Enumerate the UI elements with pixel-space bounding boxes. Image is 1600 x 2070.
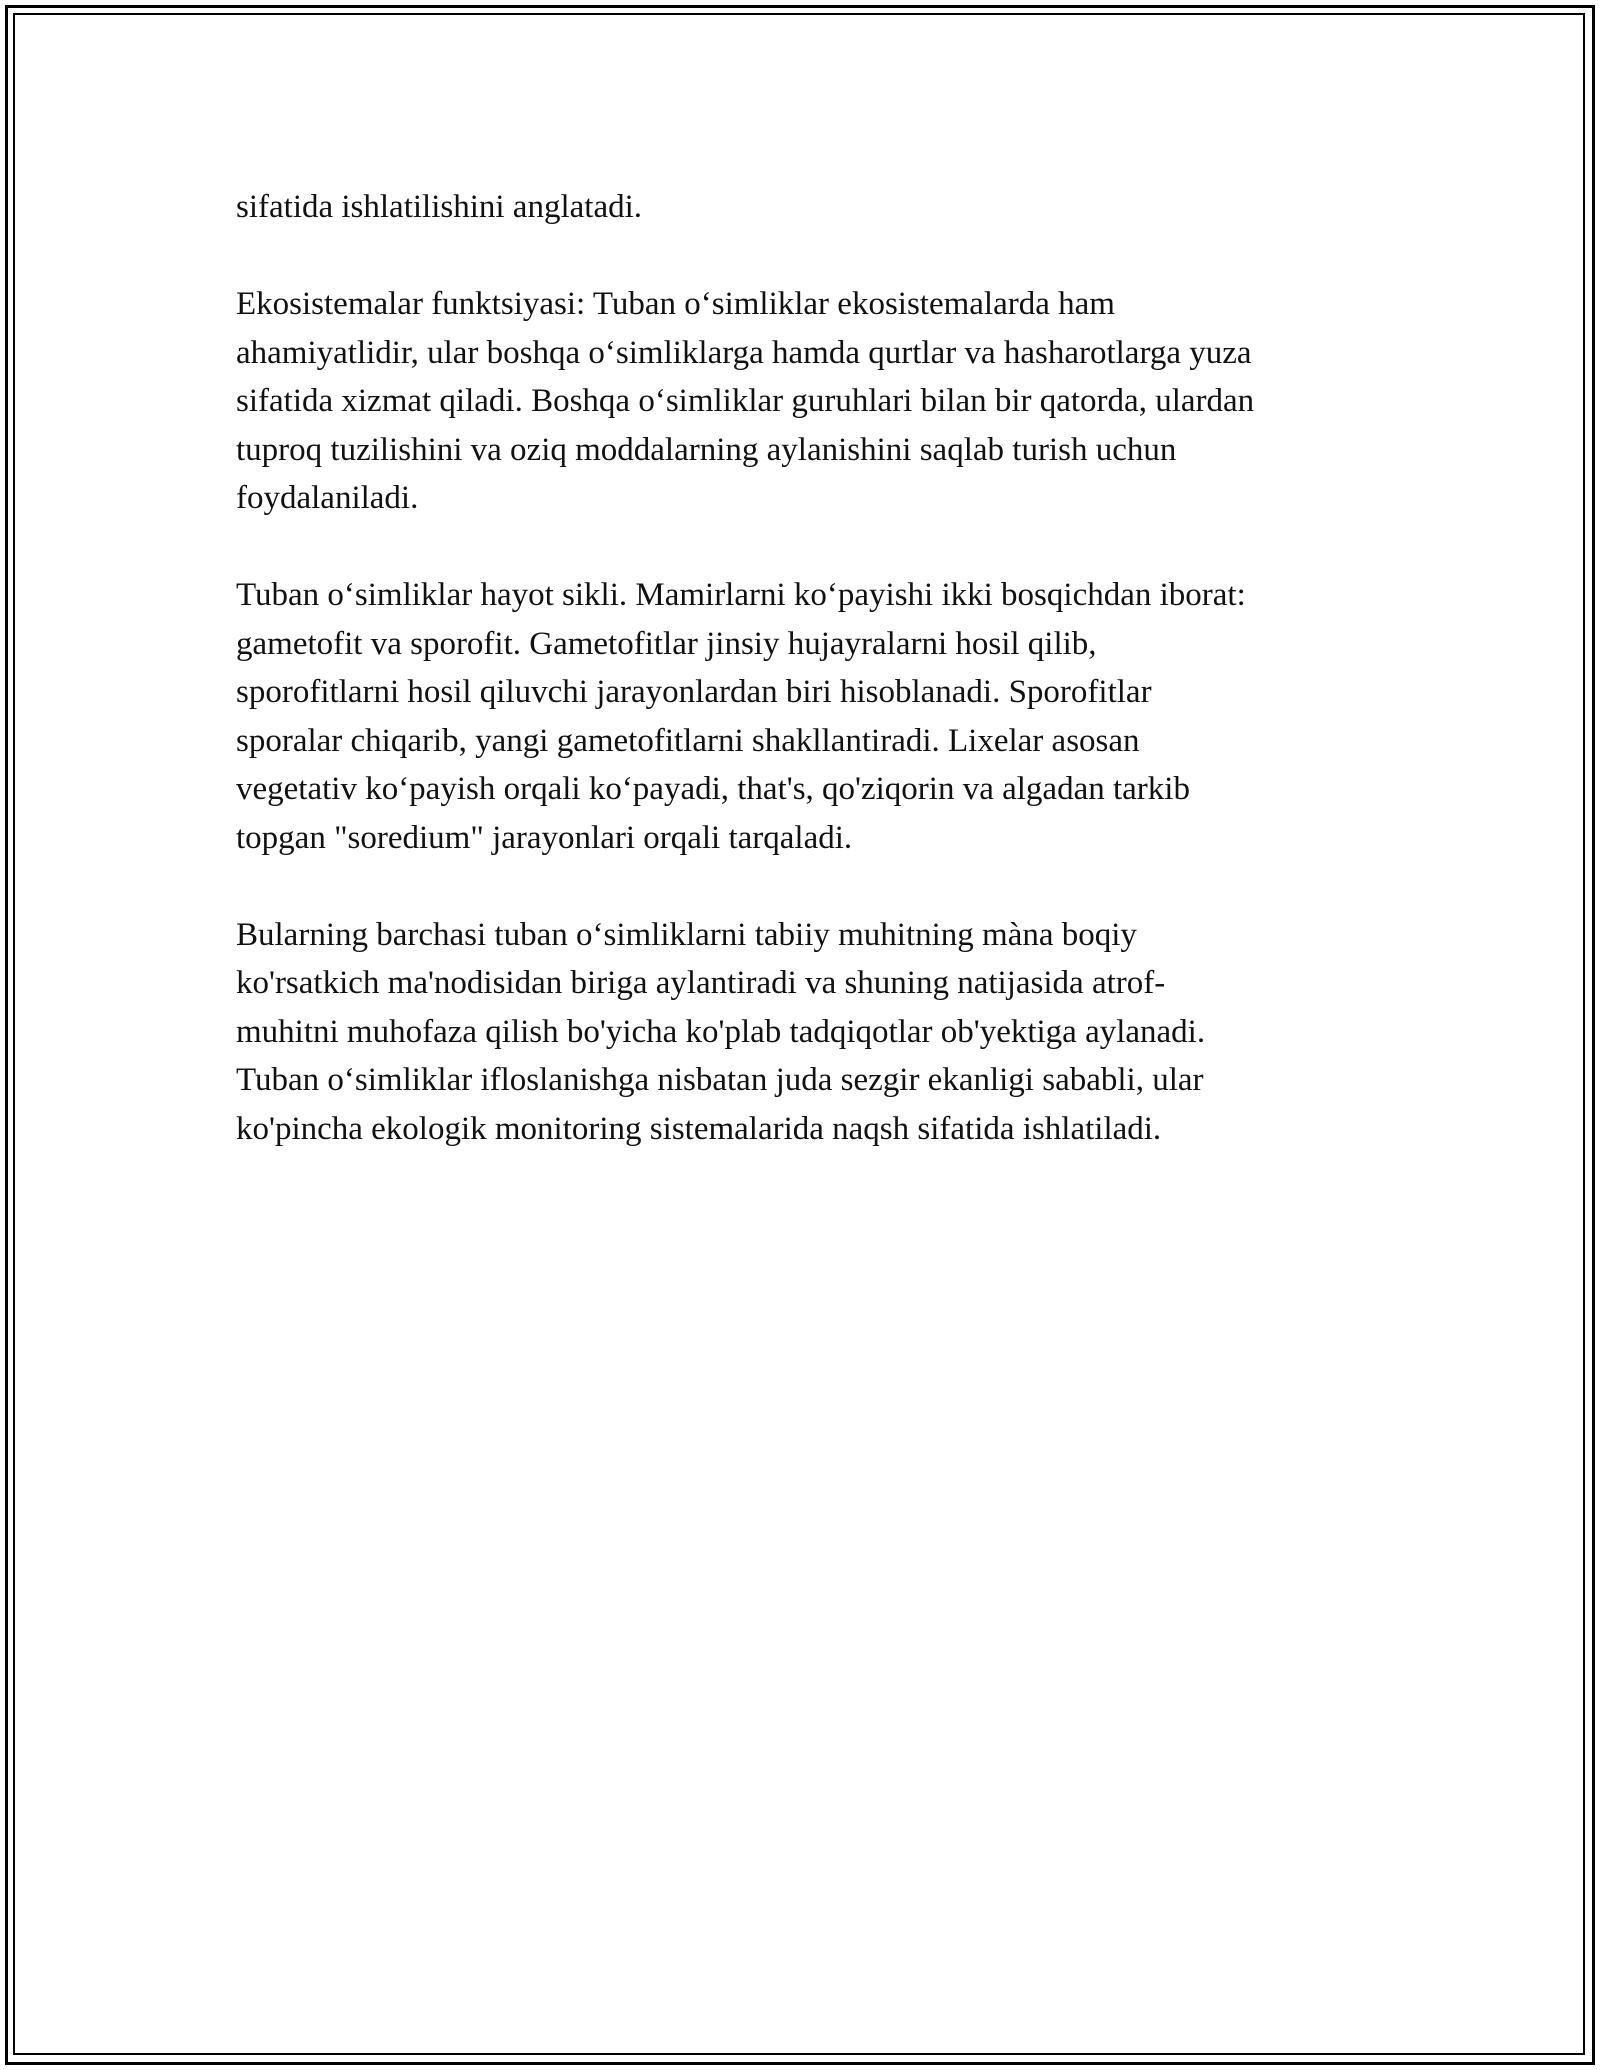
paragraph-conclusion: Bularning barchasi tuban o‘simliklarni tabiiy muhitning màna boqiy ko'rsatkich ma'nodisidan biriga aylantiradi va shuning natijasida atrof- muhitni muhofaza qilish bo'yicha ko'plab tadqiqotlar ob'yektiga aylanadi. Tuban o‘simliklar ifloslanishga nisbatan juda sezgir ekanligi sababli, ular ko'pincha ekologik monitoring sistemalarida naqsh sifatida ishlatiladi. [236,916,1206,1147]
paragraph-continuation: sifatida ishlatilishini anglatadi. [236,189,643,225]
paragraph-life-cycle: Tuban o‘simliklar hayot sikli. Mamirlarni ko‘payishi ikki bosqichdan iborat: gametofit va sporofit. Gametofitlar jinsiy hujayralarni hosil qilib, sporofitlarni hosil qiluvchi jarayonlardan biri hisoblanadi. Sporofitlar sporalar chiqarib, yangi gametofitlarni shakllantiradi. Lixelar asosan vegetativ ko‘payish orqali ko‘payadi, that's, qo'ziqorin va algadan tarkib topgan "soredium" jarayonlari orqali tarqaladi. [236,577,1246,856]
paragraph-ecosystem-function: Ekosistemalar funktsiyasi: Tuban o‘simliklar ekosistemalarda ham ahamiyatlidir, ular boshqa o‘simliklarga hamda qurtlar va hasharotlarga yuza sifatida xizmat qiladi. Boshqa o‘simliklar guruhlari bilan bir qatorda, ulardan tuproq tuzilishini va oziq moddalarning aylanishini saqlab turish uchun foydalaniladi. [236,286,1255,516]
document-body [236,183,1416,1202]
